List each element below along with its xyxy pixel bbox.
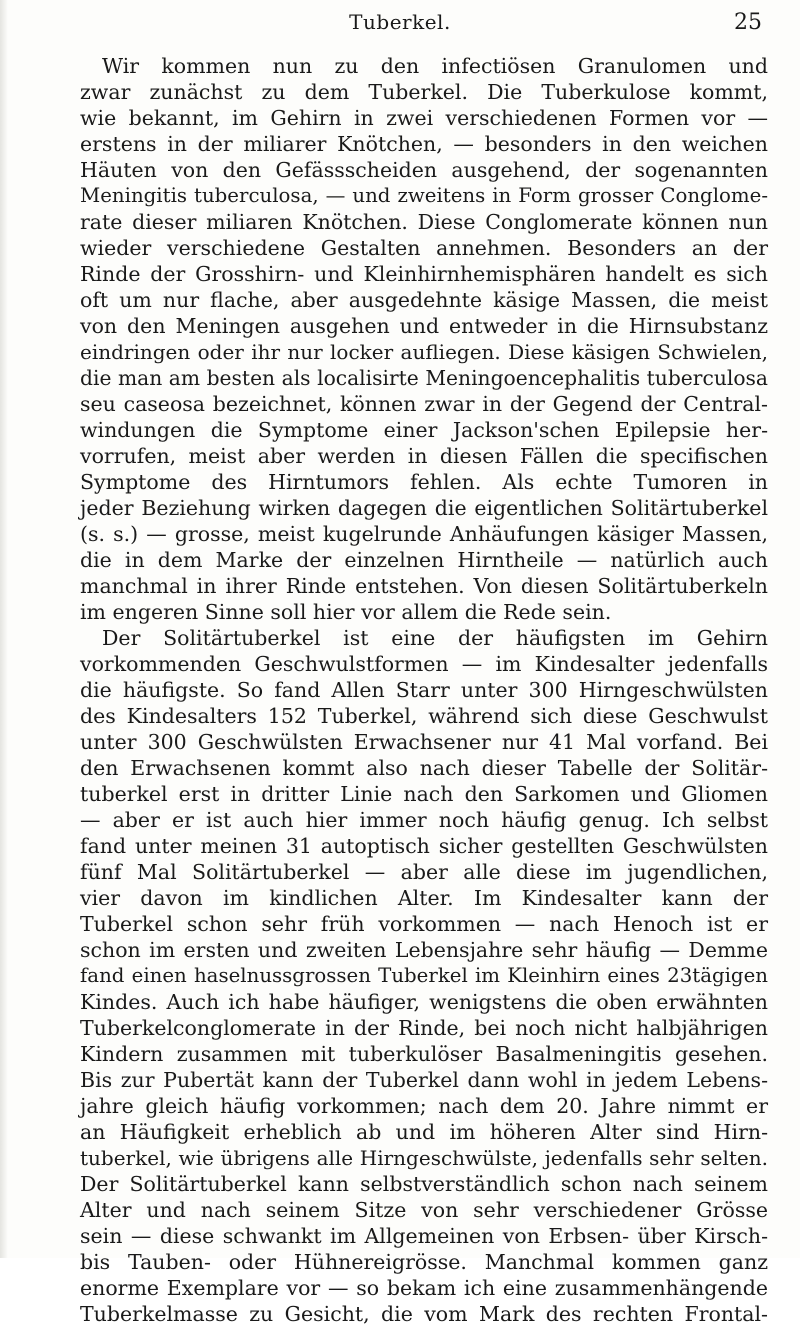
text-line: oft um nur flache, aber ausgedehnte käsige Massen, die meist <box>80 288 768 312</box>
text-line: vorkommenden Geschwulstformen — im Kindesalter jedenfalls <box>80 652 768 676</box>
text-line: wieder verschiedene Gestalten annehmen. Besonders an der <box>80 236 768 260</box>
body-text <box>80 53 768 1327</box>
text-line: Tuberkelmasse zu Gesicht, die vom Mark des rechten Frontal- <box>80 1302 768 1326</box>
page-header <box>0 10 800 40</box>
text-line: jahre gleich häufig vorkommen; nach dem 20. Jahre nimmt er <box>80 1094 768 1118</box>
text-line: — aber er ist auch hier immer noch häufig genug. Ich selbst <box>80 808 768 832</box>
text-line: von den Meningen ausgehen und entweder in die Hirnsubstanz <box>80 314 768 338</box>
page-gutter-shadow <box>0 0 8 1258</box>
text-line: rate dieser miliaren Knötchen. Diese Conglomerate können nun <box>80 210 768 234</box>
page-number: 25 <box>734 10 762 35</box>
text-line: Kindes. Auch ich habe häufiger, wenigstens die oben erwähnten <box>80 990 768 1014</box>
text-line: Der Solitärtuberkel ist eine der häufigsten im Gehirn <box>102 626 768 650</box>
text-line: manchmal in ihrer Rinde entstehen. Von diesen Solitärtuberkeln <box>80 574 768 598</box>
text-line: die man am besten als localisirte Meningoencephalitis tuberculosa <box>80 366 768 390</box>
running-title: Tuberkel. <box>349 10 451 34</box>
text-line: Rinde der Grosshirn- und Kleinhirnhemisphären handelt es sich <box>80 262 768 286</box>
text-line: enorme Exemplare vor — so bekam ich eine zusammenhängende <box>80 1276 768 1300</box>
text-line: den Erwachsenen kommt also nach dieser Tabelle der Solitär- <box>80 756 768 780</box>
text-line: im engeren Sinne soll hier vor allem die Rede sein. <box>80 600 612 624</box>
text-line: unter 300 Geschwülsten Erwachsener nur 41 Mal vorfand. Bei <box>80 730 768 754</box>
text-line: sein — diese schwankt im Allgemeinen von Erbsen- über Kirsch- <box>80 1224 768 1248</box>
text-line: an Häufigkeit erheblich ab und im höheren Alter sind Hirn- <box>80 1120 768 1144</box>
text-line: bis Tauben- oder Hühnereigrösse. Manchmal kommen ganz <box>80 1250 768 1274</box>
text-line: Tuberkelconglomerate in der Rinde, bei noch nicht halbjährigen <box>80 1016 768 1040</box>
text-line: tuberkel, wie übrigens alle Hirngeschwülste, jedenfalls sehr selten. <box>80 1146 768 1170</box>
text-line: Kindern zusammen mit tuberkulöser Basalmeningitis gesehen. <box>80 1042 768 1066</box>
text-line: Wir kommen nun zu den infectiösen Granulomen und <box>102 54 768 78</box>
text-line: des Kindesalters 152 Tuberkel, während sich diese Geschwulst <box>80 704 768 728</box>
text-line: tuberkel erst in dritter Linie nach den Sarkomen und Gliomen <box>80 782 768 806</box>
text-line: fand einen haselnussgrossen Tuberkel im Kleinhirn eines 23tägigen <box>80 964 768 987</box>
text-line: Bis zur Pubertät kann der Tuberkel dann wohl in jedem Lebens- <box>80 1068 768 1092</box>
text-line: eindringen oder ihr nur locker aufliegen. Diese käsigen Schwielen, <box>80 340 768 364</box>
text-line: wie bekannt, im Gehirn in zwei verschiedenen Formen vor — <box>80 106 768 130</box>
text-line: Tuberkel schon sehr früh vorkommen — nach Henoch ist er <box>80 912 768 936</box>
text-line: Häuten von den Gefässscheiden ausgehend, der sogenannten <box>80 158 768 182</box>
text-line: zwar zunächst zu dem Tuberkel. Die Tuberkulose kommt, <box>80 80 768 104</box>
text-line: die in dem Marke der einzelnen Hirntheile — natürlich auch <box>80 548 768 572</box>
text-line: Meningitis tuberculosa, — und zweitens in Form grosser Conglome- <box>80 184 768 207</box>
text-line: jeder Beziehung wirken dagegen die eigentlichen Solitärtuberkel <box>80 496 768 520</box>
text-line: seu caseosa bezeichnet, können zwar in der Gegend der Central- <box>80 392 768 416</box>
text-line: Alter und nach seinem Sitze von sehr verschiedener Grösse <box>80 1198 768 1222</box>
text-line: (s. s.) — grosse, meist kugelrunde Anhäufungen käsiger Massen, <box>80 522 768 546</box>
text-line: die häufigste. So fand Allen Starr unter 300 Hirngeschwülsten <box>80 678 768 702</box>
text-line: Der Solitärtuberkel kann selbstverständlich schon nach seinem <box>80 1172 768 1196</box>
text-line: windungen die Symptome einer Jackson'schen Epilepsie her- <box>80 418 768 442</box>
text-line: vier davon im kindlichen Alter. Im Kindesalter kann der <box>80 886 768 910</box>
text-line: fünf Mal Solitärtuberkel — aber alle diese im jugendlichen, <box>80 860 768 884</box>
text-line: Symptome des Hirntumors fehlen. Als echte Tumoren in <box>80 470 768 494</box>
text-line: fand unter meinen 31 autoptisch sicher gestellten Geschwülsten <box>80 834 768 858</box>
text-line: erstens in der miliarer Knötchen, — besonders in den weichen <box>80 132 768 156</box>
text-line: schon im ersten und zweiten Lebensjahre sehr häufig — Demme <box>80 938 768 962</box>
text-line: vorrufen, meist aber werden in diesen Fällen die specifischen <box>80 444 768 468</box>
